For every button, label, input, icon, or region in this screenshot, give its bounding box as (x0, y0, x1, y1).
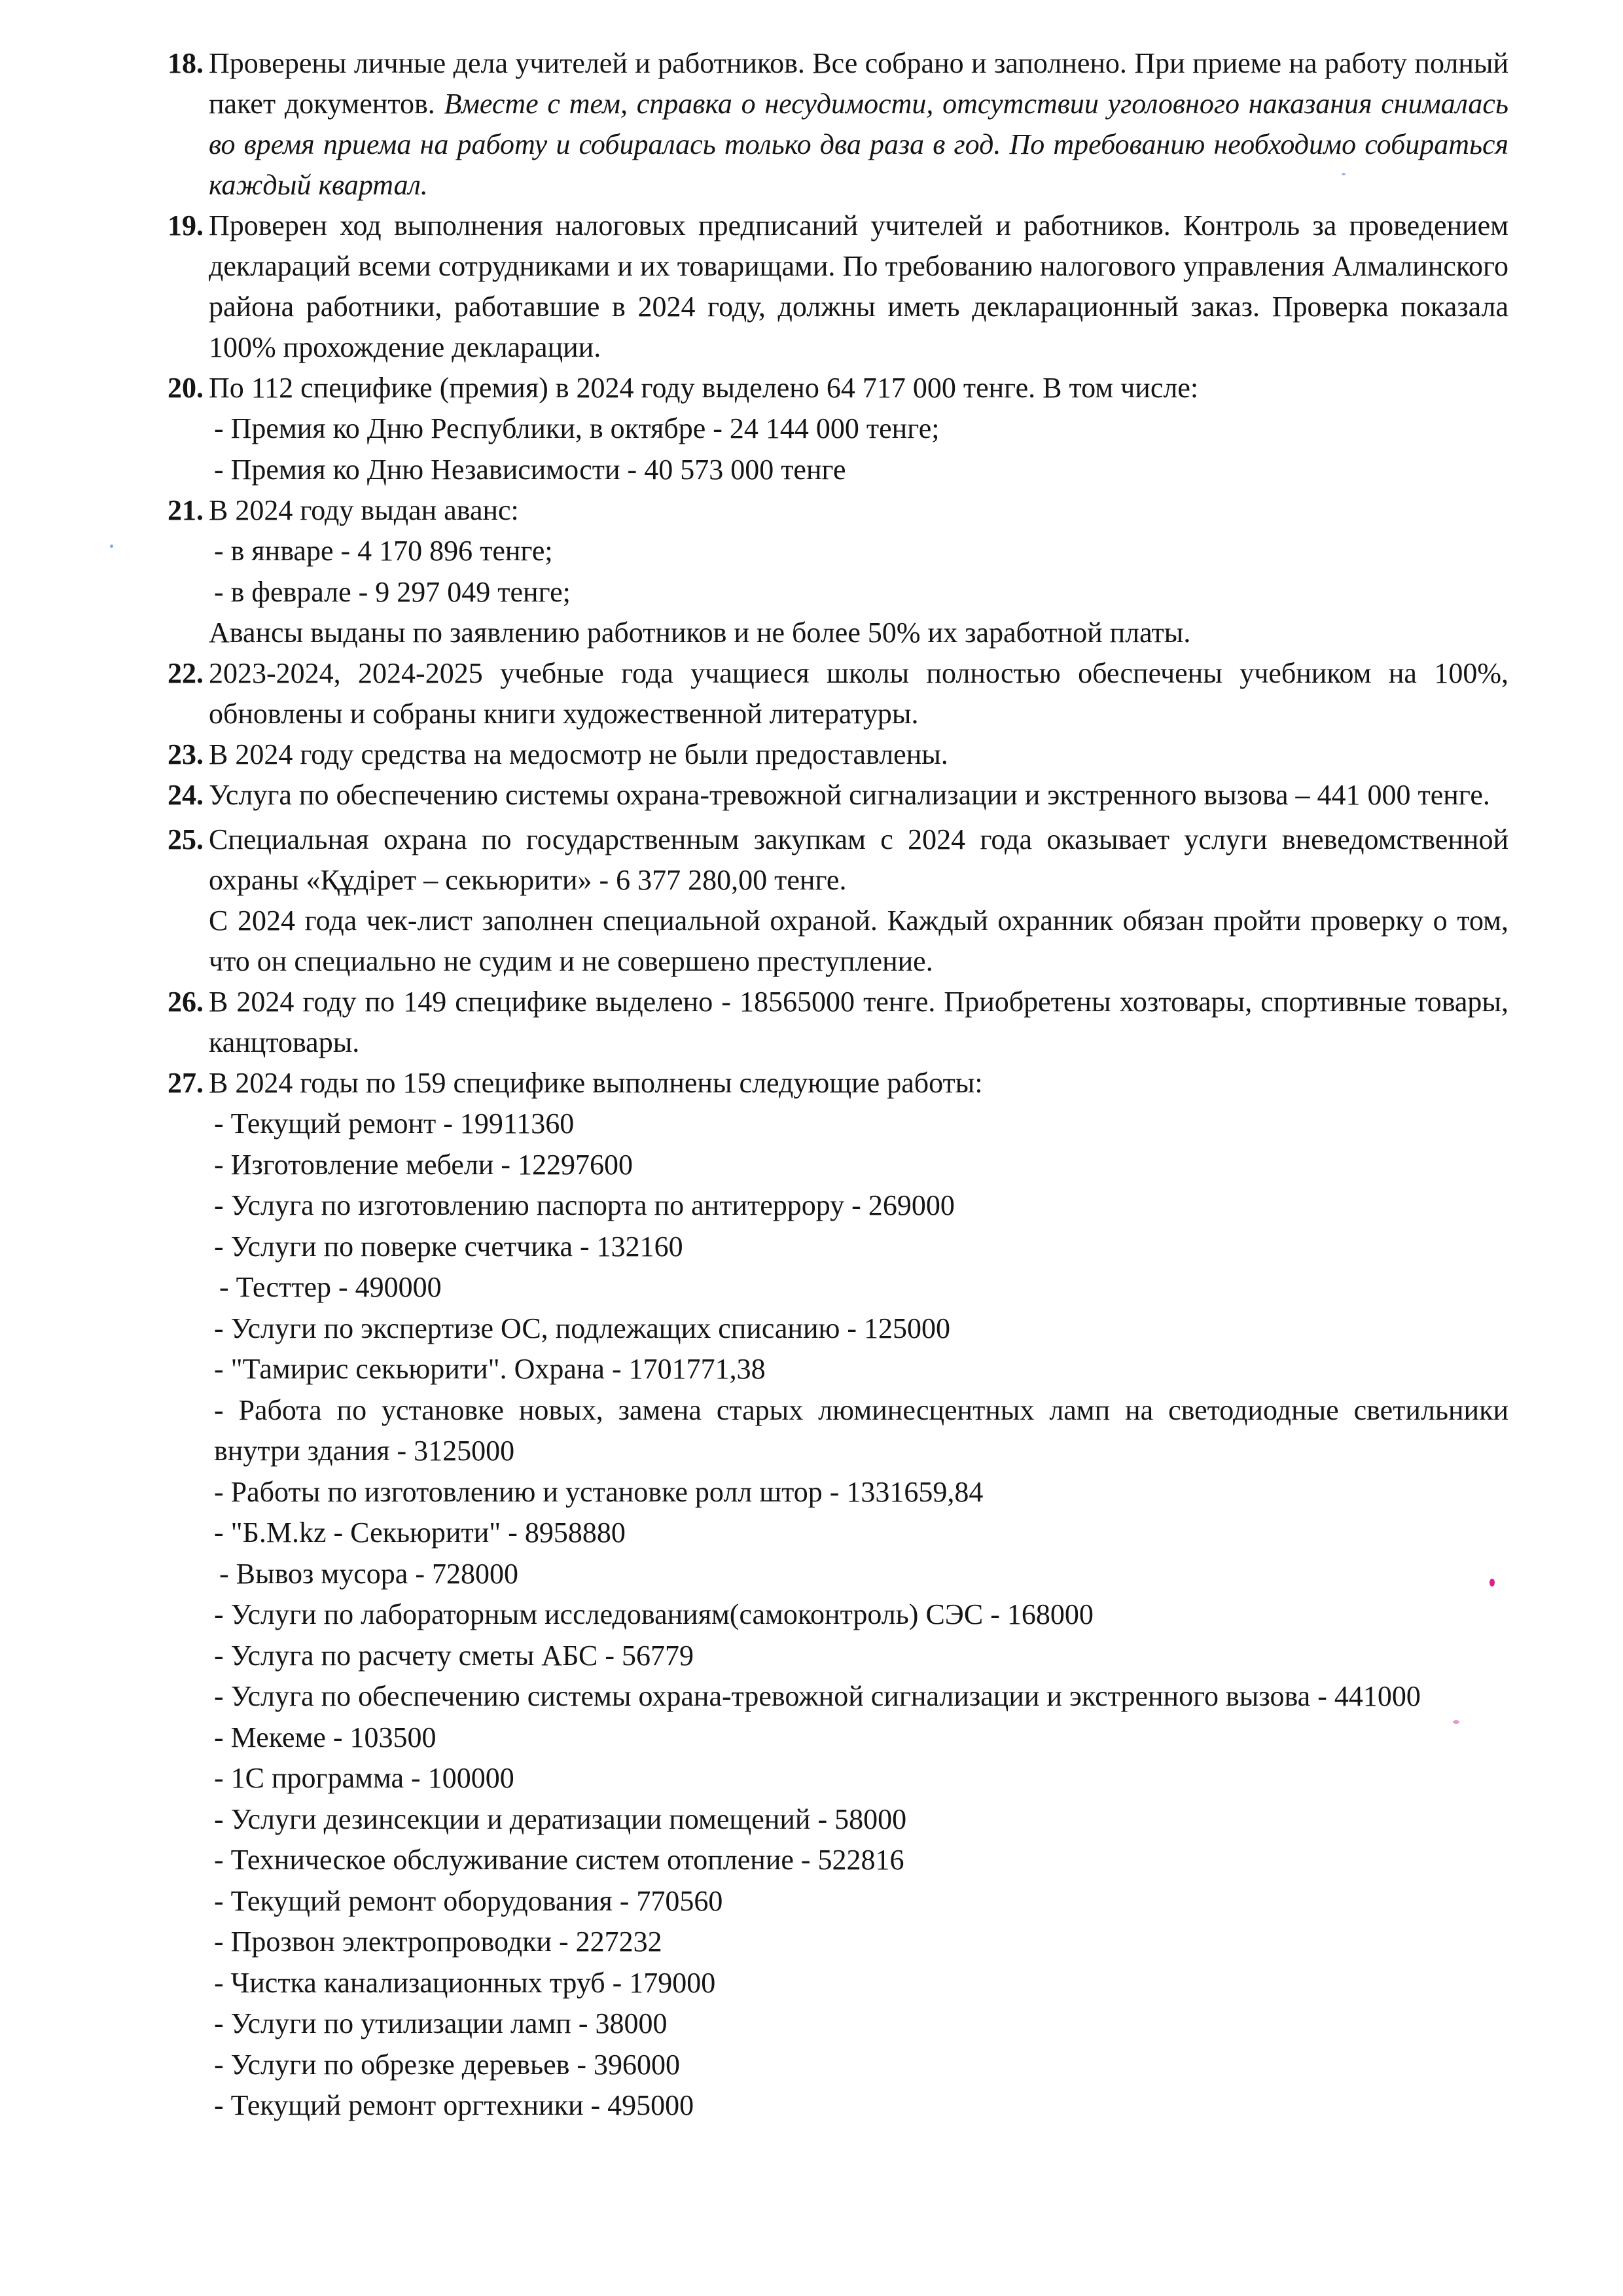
sub-line: - Тесттер - 490000 (219, 1271, 442, 1303)
sub-line: - в феврале - 9 297 049 тенге; (214, 575, 571, 608)
sub-line: - Услуги по обрезке деревьев - 396000 (214, 2048, 681, 2081)
item-note: С 2024 года чек-лист заполнен специальной охраной. Каждый охранник обязан пройти проверку о том, что он специально не судим и не совершено преступление. (209, 905, 1508, 977)
document-page (154, 43, 1508, 2126)
item-note: Авансы выданы по заявлению работников и не более 50% их заработной платы. (209, 617, 1191, 649)
sub-line: - Текущий ремонт - 19911360 (214, 1107, 575, 1139)
sub-line: - Прозвон электропроводки - 227232 (214, 1926, 662, 1958)
item-number: 21. (168, 494, 204, 526)
list-item-25 (154, 819, 1508, 982)
sub-line: - Услуги по экспертизе ОС, подлежащих списанию - 125000 (214, 1312, 951, 1344)
scan-speck (1342, 173, 1346, 175)
sub-line: - Вывоз мусора - 728000 (219, 1557, 518, 1590)
scan-speck (1489, 1579, 1495, 1587)
item-text: В 2024 году выдан аванс: (209, 494, 519, 526)
list-item-21 (154, 490, 1508, 653)
sub-line: - Чистка канализационных труб - 179000 (214, 1966, 716, 1999)
list-item-27 (154, 1063, 1508, 2126)
item-text: В 2024 году средства на медосмотр не были предоставлены. (209, 738, 948, 770)
sub-line: - Услуги по утилизации ламп - 38000 (214, 2007, 668, 2039)
item-text: В 2024 годы по 159 специфике выполнены следующие работы: (209, 1067, 983, 1099)
sub-line: - Премия ко Дню Независимости - 40 573 000 тенге (214, 453, 846, 486)
sub-line: - Текущий ремонт оборудования - 770560 (214, 1884, 723, 1917)
sub-line: - Услуги по лабораторным исследованиям(самоконтроль) СЭС - 168000 (214, 1598, 1094, 1630)
item-text: Проверен ход выполнения налоговых предписаний учителей и работников. Контроль за проведением деклараций всеми сотрудниками и их товарищами. По требованию налогового управления Алмалинского района работники, работавшие в 2024 году, должны иметь декларационный заказ. Проверка показала 100% прохождение декларации. (209, 209, 1508, 363)
item-number: 19. (168, 209, 204, 242)
list-item-26 (154, 982, 1508, 1063)
sub-line: - Изготовление мебели - 12297600 (214, 1148, 633, 1181)
sub-line: - Мекеме - 103500 (214, 1721, 437, 1753)
list-item-20 (154, 368, 1508, 490)
item-number: 25. (168, 823, 204, 855)
item-text: 2023-2024, 2024-2025 учебные года учащиеся школы полностью обеспечены учебником на 100%, обновлены и собраны книги художественной литературы. (209, 657, 1508, 730)
sub-line: - Услуги дезинсекции и дератизации помещений - 58000 (214, 1803, 907, 1835)
item-italic-note: Вместе с тем, справка о несудимости, отсутствии уголовного наказания снималась во время приема на работу и собиралась только два раза в год. По требованию необходимо собираться каждый квартал. (209, 88, 1508, 201)
item-number: 24. (168, 779, 204, 811)
item-number: 18. (168, 47, 204, 79)
list-item-23 (154, 734, 1508, 775)
scan-speck (1453, 1720, 1459, 1724)
item-text: В 2024 году по 149 специфике выделено - 18565000 тенге. Приобретены хозтовары, спортивные товары, канцтовары. (209, 986, 1508, 1058)
item-number: 26. (168, 986, 204, 1018)
sub-line: - Премия ко Дню Республики, в октябре - 24 144 000 тенге; (214, 412, 940, 444)
sub-line: - Техническое обслуживание систем отопление - 522816 (214, 1844, 904, 1876)
item-body: Проверены личные дела учителей и работников. Все собрано и заполнено. При приеме на работу полный пакет документов. (209, 47, 1508, 120)
sub-line: - Услуга по обеспечению системы охрана-тревожной сигнализации и экстренного вызова - 441000 (214, 1680, 1421, 1712)
item-text: По 112 специфике (премия) в 2024 году выделено 64 717 000 тенге. В том числе: (209, 372, 1199, 404)
item-number: 23. (168, 738, 204, 770)
sub-line: - Работа по установке новых, замена старых люминесцентных ламп на светодиодные светильники внутри здания - 3125000 (214, 1393, 1508, 1467)
scan-speck (110, 545, 113, 548)
list-item-19 (154, 206, 1508, 368)
item-text: Специальная охрана по государственным закупкам с 2024 года оказывает услуги вневедомственной охраны «Құдірет – секьюрити» - 6 377 280,00 тенге. (209, 823, 1508, 896)
sub-line: - в январе - 4 170 896 тенге; (214, 535, 553, 567)
item-number: 27. (168, 1067, 204, 1099)
sub-line: - "Б.М.kz - Секьюрити" - 8958880 (214, 1516, 626, 1549)
sub-line: - Услуга по изготовлению паспорта по антитеррору - 269000 (214, 1189, 955, 1221)
sub-line: - Текущий ремонт оргтехники - 495000 (214, 2089, 694, 2121)
list-item-22 (154, 653, 1508, 734)
item-number: 20. (168, 372, 204, 404)
item-text: Услуга по обеспечению системы охрана-тревожной сигнализации и экстренного вызова – 441 000 тенге. (209, 779, 1490, 811)
sub-line: - "Тамирис секьюрити". Охрана - 1701771,38 (214, 1353, 766, 1385)
sub-line: - Услуга по расчету сметы АБС - 56779 (214, 1639, 694, 1672)
sub-line: - 1С программа - 100000 (214, 1762, 514, 1794)
item-text (209, 43, 1508, 206)
sub-line: - Услуги по поверке счетчика - 132160 (214, 1230, 683, 1263)
sub-line: - Работы по изготовлению и установке ролл штор - 1331659,84 (214, 1475, 984, 1508)
list-item-18 (154, 43, 1508, 206)
list-item-24 (154, 775, 1508, 816)
item-number: 22. (168, 657, 204, 689)
